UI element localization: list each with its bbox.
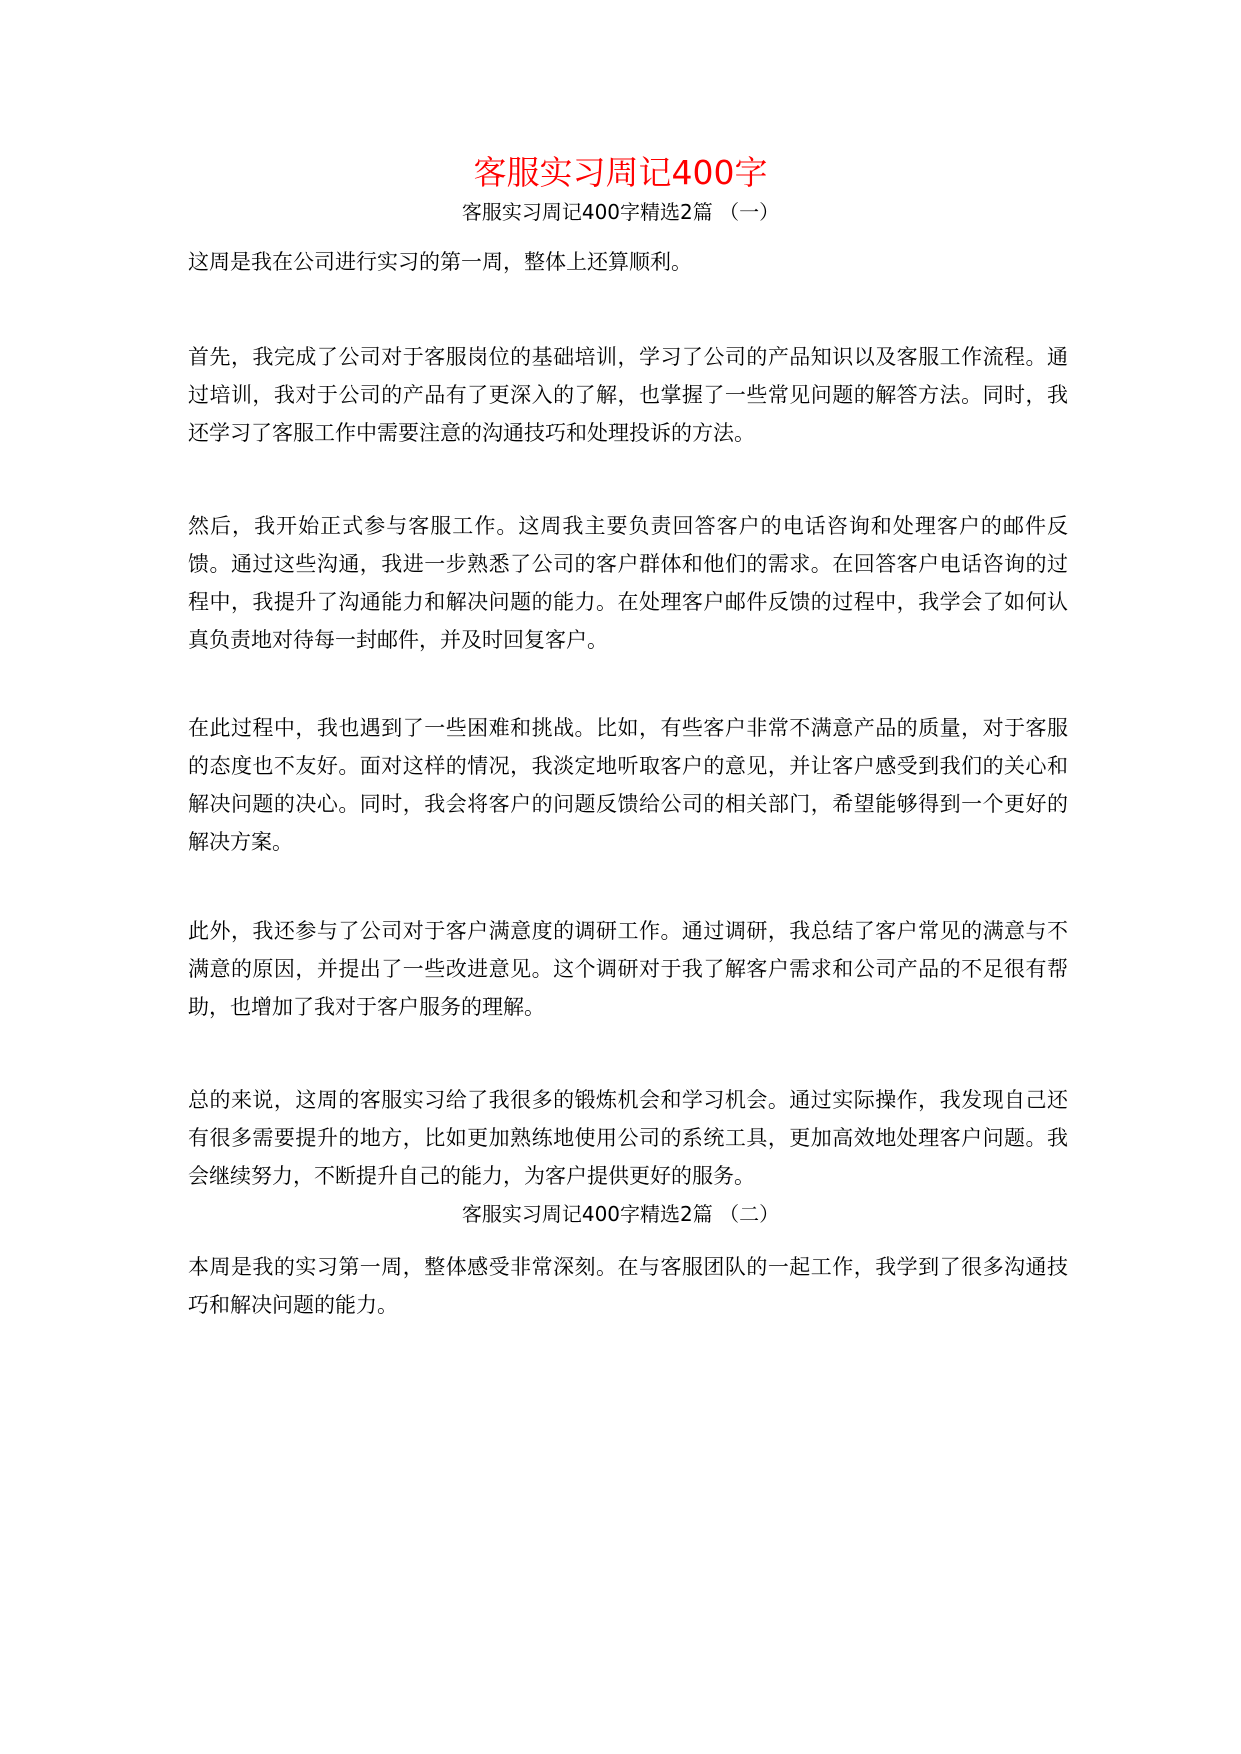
paragraph-1: 这周是我在公司进行实习的第一周，整体上还算顺利。: [188, 250, 692, 274]
paragraph-3: 然后，我开始正式参与客服工作。这周我主要负责回答客户的电话咨询和处理客户的邮件反馈。通过这些沟通，我进一步熟悉了公司的客户群体和他们的需求。在回答客户电话咨询的过程中，我提升了沟通能力和解决问题的能力。在处理客户邮件反馈的过程中，我学会了如何认真负责地对待每一封邮件，并及时回复客户。: [188, 514, 1068, 652]
document-title: 客服实习周记400字: [473, 153, 768, 192]
section-heading-1: 客服实习周记400字精选2篇 （一）: [461, 200, 780, 224]
section-heading-2: 客服实习周记400字精选2篇 （二）: [461, 1202, 780, 1226]
paragraph-5: 此外，我还参与了公司对于客户满意度的调研工作。通过调研，我总结了客户常见的满意与不满意的原因，并提出了一些改进意见。这个调研对于我了解客户需求和公司产品的不足很有帮助，也增加了我对于客户服务的理解。: [188, 919, 1068, 1019]
paragraph-2: 首先，我完成了公司对于客服岗位的基础培训，学习了公司的产品知识以及客服工作流程。通过培训，我对于公司的产品有了更深入的了解，也掌握了一些常见问题的解答方法。同时，我还学习了客服工作中需要注意的沟通技巧和处理投诉的方法。: [188, 345, 1068, 445]
paragraph-4: 在此过程中，我也遇到了一些困难和挑战。比如，有些客户非常不满意产品的质量，对于客服的态度也不友好。面对这样的情况，我淡定地听取客户的意见，并让客户感受到我们的关心和解决问题的决心。同时，我会将客户的问题反馈给公司的相关部门，希望能够得到一个更好的解决方案。: [188, 716, 1068, 854]
paragraph-7: 本周是我的实习第一周，整体感受非常深刻。在与客服团队的一起工作，我学到了很多沟通技巧和解决问题的能力。: [188, 1255, 1068, 1317]
paragraph-6: 总的来说，这周的客服实习给了我很多的锻炼机会和学习机会。通过实际操作，我发现自己还有很多需要提升的地方，比如更加熟练地使用公司的系统工具，更加高效地处理客户问题。我会继续努力，不断提升自己的能力，为客户提供更好的服务。: [188, 1088, 1068, 1188]
